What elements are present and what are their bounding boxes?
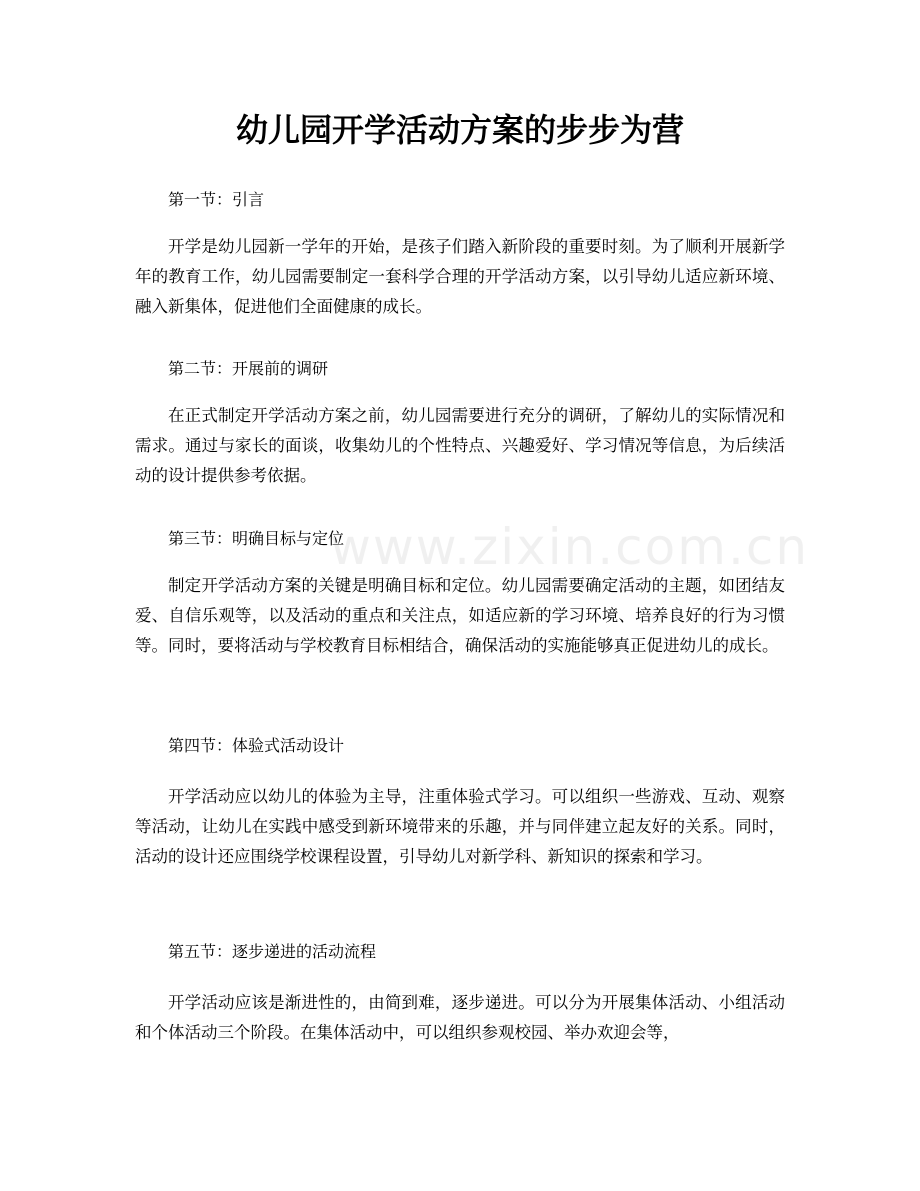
page-title: 幼儿园开学活动方案的步步为营	[235, 111, 684, 149]
section-paragraph-4: 开学活动应以幼儿的体验为主导，注重体验式学习。可以组织一些游戏、互动、观察等活动，让幼儿在实践中感受到新环境带来的乐趣，并与同伴建立起友好的关系。同时，活动的设计还应围绕学校课程设置，引导幼儿对新学科、新知识的探索和学习。	[135, 787, 785, 866]
section-heading-2: 第二节：开展前的调研	[168, 359, 329, 378]
section-paragraph-5: 开学活动应该是渐进性的，由简到难，逐步递进。可以分为开展集体活动、小组活动和个体活动三个阶段。在集体活动中，可以组织参观校园、举办欢迎会等，	[135, 993, 785, 1042]
section-paragraph-1: 开学是幼儿园新一学年的开始，是孩子们踏入新阶段的重要时刻。为了顺利开展新学年的教育工作，幼儿园需要制定一套科学合理的开学活动方案，以引导幼儿适应新环境、融入新集体，促进他们全面健康的成长。	[135, 237, 785, 316]
section-heading-1: 第一节：引言	[168, 190, 265, 209]
section-heading-4: 第四节：体验式活动设计	[168, 736, 345, 755]
section-heading-5: 第五节：逐步递进的活动流程	[168, 942, 377, 961]
section-paragraph-2: 在正式制定开学活动方案之前，幼儿园需要进行充分的调研，了解幼儿的实际情况和需求。通过与家长的面谈，收集幼儿的个性特点、兴趣爱好、学习情况等信息，为后续活动的设计提供参考依据。	[135, 406, 785, 485]
section-heading-3: 第三节：明确目标与定位	[168, 529, 345, 548]
section-paragraph-3: 制定开学活动方案的关键是明确目标和定位。幼儿园需要确定活动的主题，如团结友爱、自信乐观等，以及活动的重点和关注点，如适应新的学习环境、培养良好的行为习惯等。同时，要将活动与学校教育目标相结合，确保活动的实施能够真正促进幼儿的成长。	[135, 576, 785, 655]
watermark: www.zixin.com.cn	[330, 518, 810, 576]
